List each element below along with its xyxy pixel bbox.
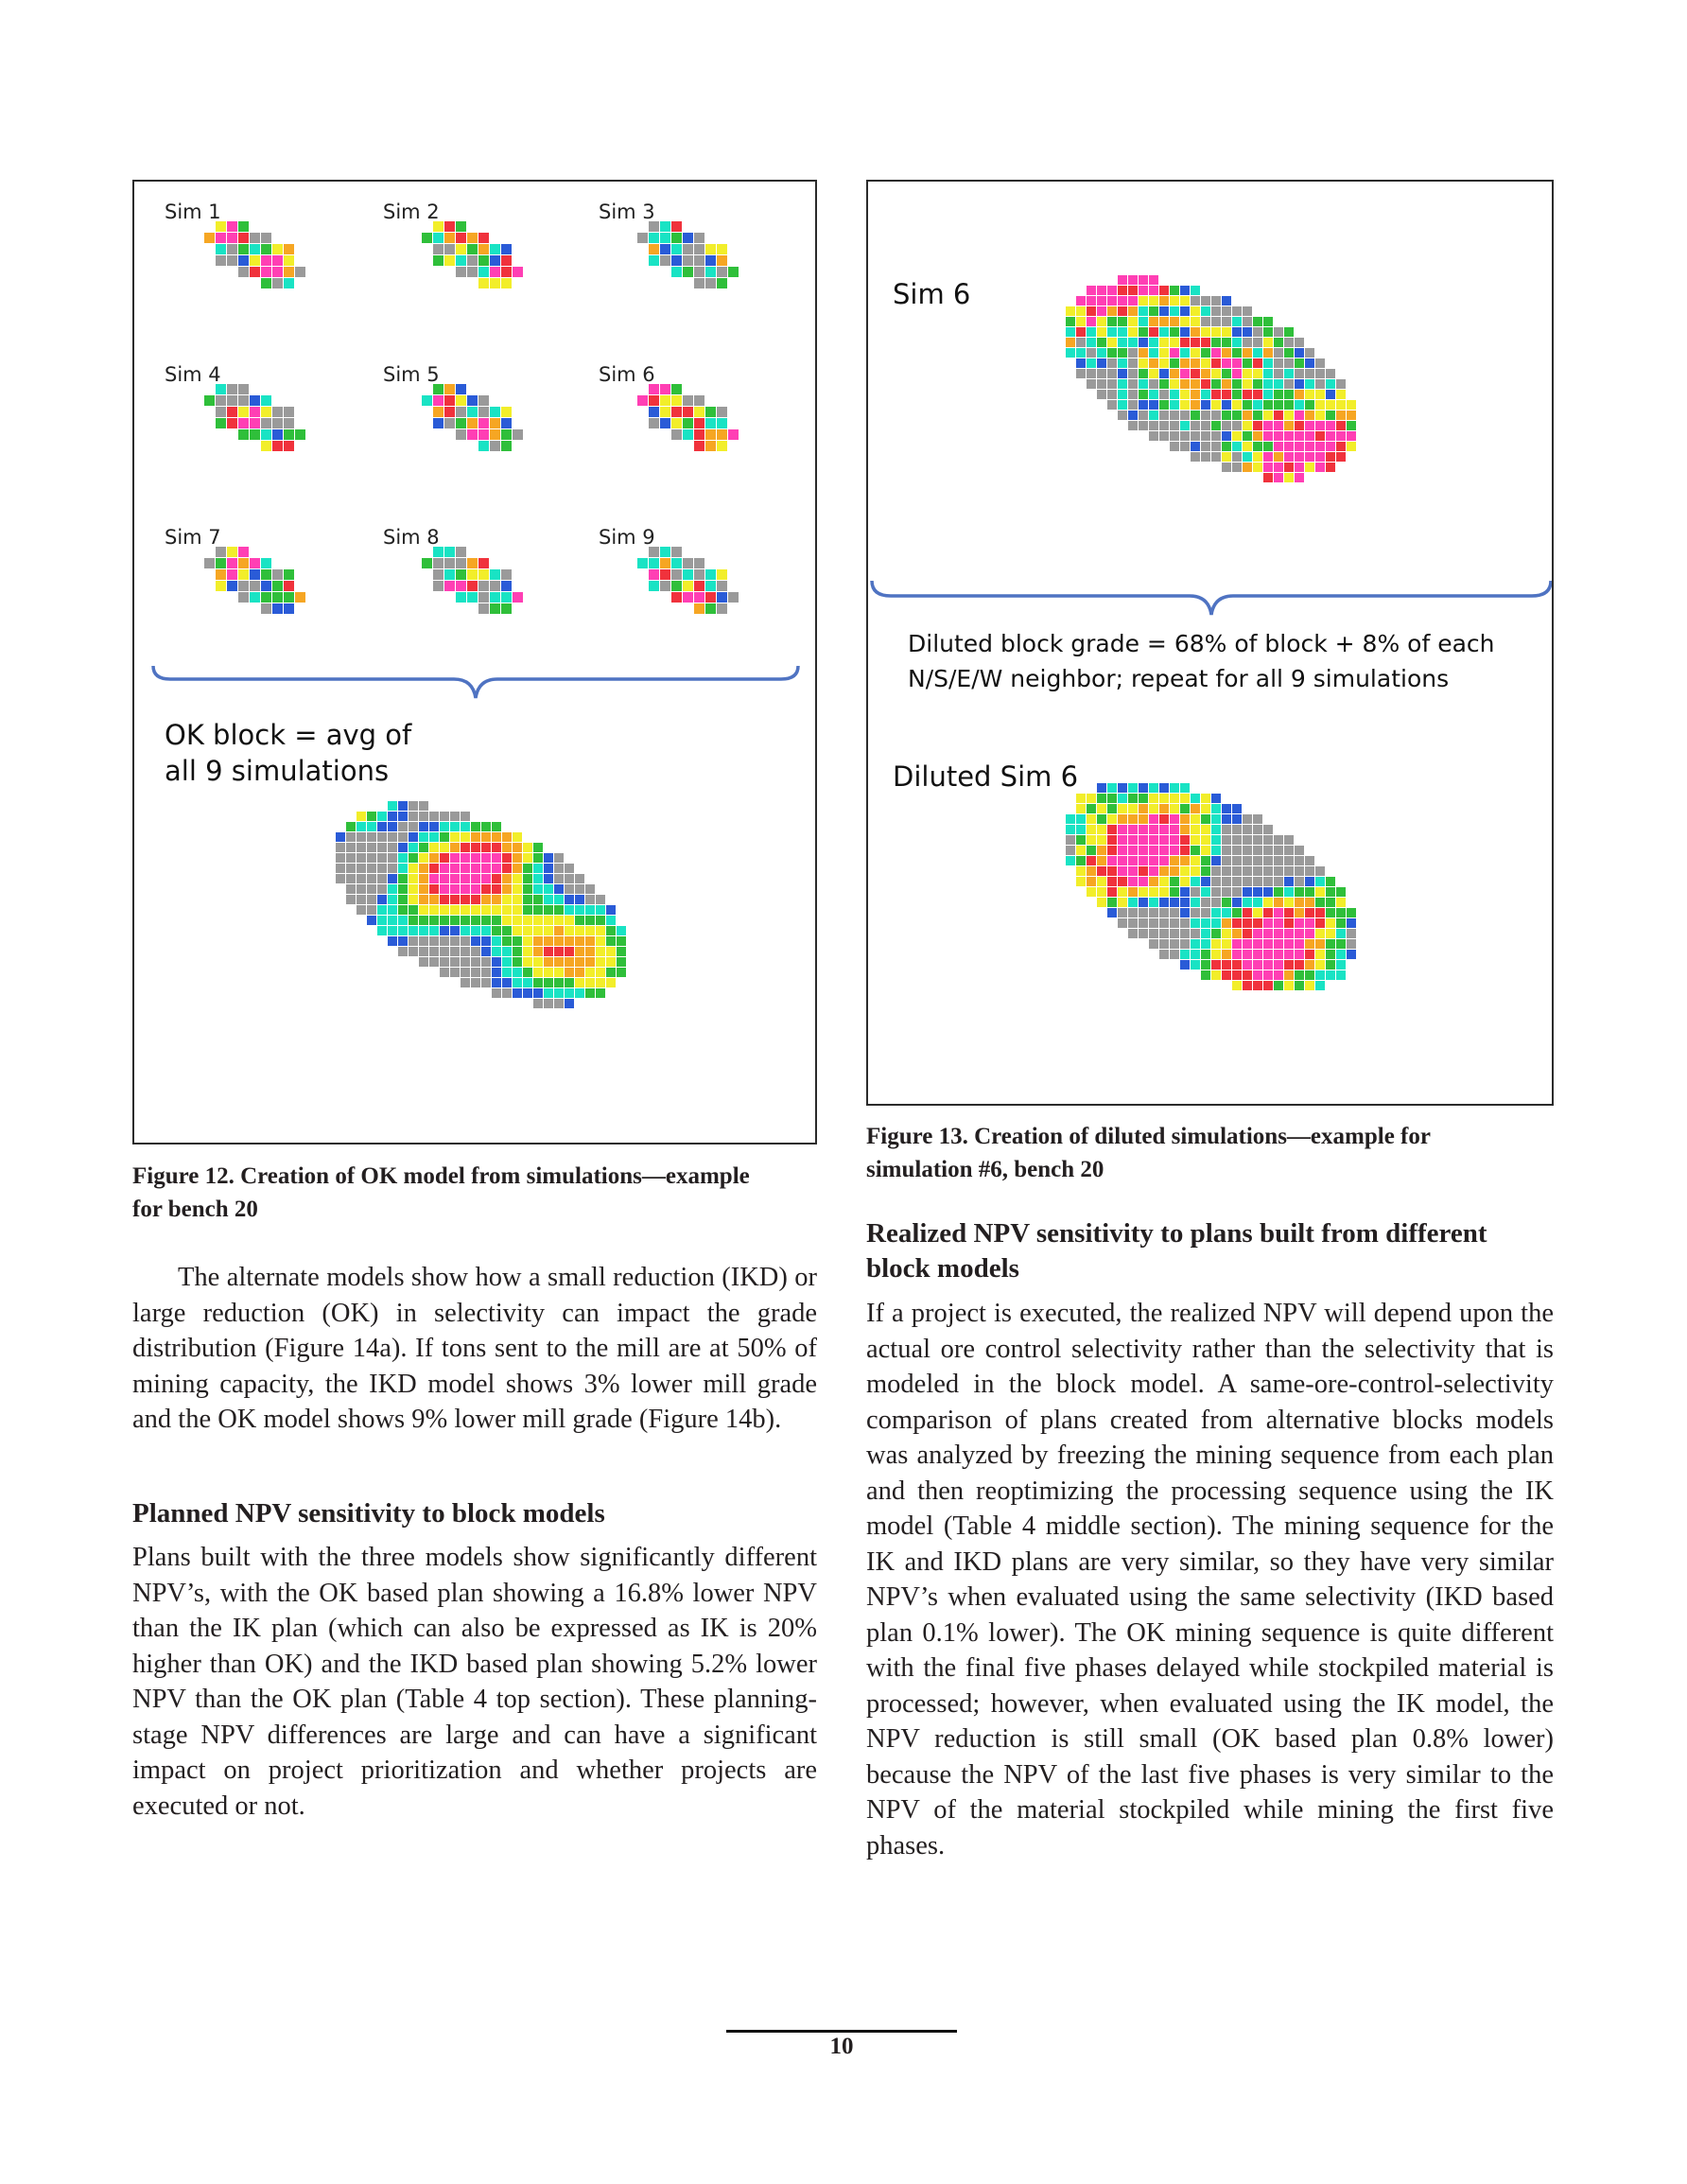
brace-icon <box>868 577 1554 620</box>
sim-6-label: Sim 6 <box>893 278 971 310</box>
heading-planned-npv: Planned NPV sensitivity to block models <box>132 1498 605 1529</box>
ok-model-label: OK block = avg of all 9 simulations <box>165 719 412 787</box>
diluted-sim-6-map <box>951 700 1481 1080</box>
sim-label: Sim 3 <box>599 201 655 223</box>
right-paragraph-1: If a project is executed, the realized NPV will depend upon the actual ore control selectivity rather than the selectivity that is modeled in the block model. A same-ore-control-selectivity comparison of plans created from alternative blocks models was analyzed by freezing the mining sequence from each plan and then reoptimizing the processing sequence using the IK model (Table 4 middle section). The mining sequence for the IK and IKD plans are very similar, so they have very similar NPV’s when evaluated using the same selectivity (IKD based plan 0.1% lower). The OK mining sequence is quite different with the final five phases delayed while stockpiled material is processed; however, when evaluated using the IK model, the NPV reduction is still small (OK based plan 0.8% lower) because the NPV of the last five phases is very similar to the NPV of the material stockpiled while mining the first five phases. <box>866 1299 1554 1861</box>
figure-12-caption: Figure 12. Creation of OK model from simulations—example for bench 20 <box>132 1163 750 1222</box>
sim-label: Sim 1 <box>165 201 221 223</box>
dilution-note: Diluted block grade = 68% of block + 8% of each N/S/E/W neighbor; repeat for all 9 simulations <box>908 630 1495 692</box>
sim-6-large-map <box>951 202 1481 564</box>
page-number: 10 <box>829 2034 854 2059</box>
figure-13 <box>866 180 1554 1106</box>
left-paragraph-1: The alternate models show how a small reduction (IKD) or large reduction (OK) in selectivity can impact the grade distribution (Figure 14a). If tons sent to the mill are at 50% of mining capacity, the IKD model shows 3% lower mill grade and the OK model shows 9% lower mill grade (Figure 14b). <box>132 1263 817 1434</box>
footer-rule <box>726 2030 957 2033</box>
ok-model-map <box>221 728 751 1088</box>
left-paragraph-2: Plans built with the three models show significantly different NPV’s, with the OK based plan showing a 16.8% lower NPV than the IK plan (which can also be expressed as IK is 20% higher than OK) and the IKD based plan showing 5.2% lower NPV than the OK plan (Table 4 top section). These planning-stage NPV differences are large and can have a significant impact on project prioritization and whether projects are executed or not. <box>132 1543 817 1821</box>
sim-label: Sim 2 <box>383 201 440 223</box>
sim-label: Sim 4 <box>165 363 221 386</box>
sim-label: Sim 5 <box>383 363 440 386</box>
sim-label: Sim 7 <box>165 526 221 549</box>
diluted-sim-6-label: Diluted Sim 6 <box>893 760 1079 793</box>
figure-12 <box>132 180 817 1144</box>
heading-realized-npv: Realized NPV sensitivity to plans built from different block models <box>866 1218 1487 1284</box>
sim-label: Sim 6 <box>599 363 655 386</box>
sim-label: Sim 8 <box>383 526 440 549</box>
brace-icon <box>149 662 802 704</box>
figure-13-caption: Figure 13. Creation of diluted simulations—example for simulation #6, bench 20 <box>866 1124 1431 1182</box>
sim-label: Sim 9 <box>599 526 655 549</box>
